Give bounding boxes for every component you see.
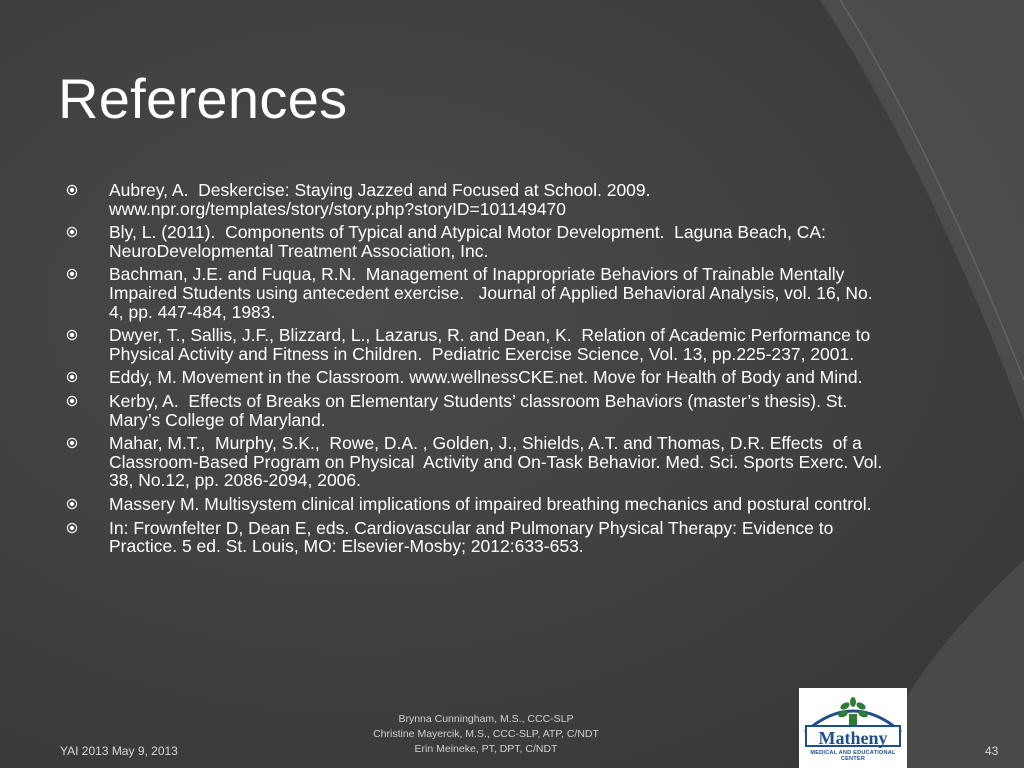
reference-text: Kerby, A. Effects of Breaks on Elementary Students’ classroom Behaviors (master’s thesis). St. Mary’s College of Maryland. <box>109 390 853 430</box>
matheny-logo <box>799 688 907 768</box>
circle-bullet-icon <box>66 498 78 510</box>
circle-bullet-icon <box>66 522 78 534</box>
circle-bullet-icon <box>66 184 78 196</box>
author-line: Erin Meineke, PT, DPT, C/NDT <box>414 743 558 755</box>
reference-text: Bly, L. (2011). Components of Typical and Atypical Motor Development. Laguna Beach, CA: NeuroDevelopmental Treatment Association, Inc. <box>109 222 831 261</box>
reference-text: Aubrey, A. Deskercise: Staying Jazzed and Focused at School. 2009. www.npr.org/templates/story/story.php?storyID=101149470 <box>109 180 656 219</box>
reference-item <box>66 434 886 490</box>
reference-item <box>66 223 886 260</box>
reference-item <box>66 326 886 363</box>
circle-bullet-icon <box>66 226 78 238</box>
reference-text: Dwyer, T., Sallis, J.F., Blizzard, L., Lazarus, R. and Dean, K. Relation of Academic Performance to Physical Activity and Fitness in Children. Pediatric Exercise Science, Vol. 13, pp.225-237, 2001. <box>109 325 876 364</box>
page-number: 43 <box>985 744 999 758</box>
author-line: Christine Mayercik, M.S., CCC-SLP, ATP, C/NDT <box>373 728 599 740</box>
circle-bullet-icon <box>66 437 78 449</box>
reference-item <box>66 519 886 556</box>
slide-title: References <box>58 67 348 130</box>
reference-item <box>66 392 886 429</box>
circle-bullet-icon <box>66 371 78 383</box>
references-list <box>66 181 886 561</box>
reference-text: Mahar, M.T., Murphy, S.K., Rowe, D.A. , Golden, J., Shields, A.T. and Thomas, D.R. Effects of a Classroom-Based Program on Physical Activity and On-Task Behavior. Med. Sci. Sports Exerc. Vol. 38, No.12, pp. 2086-2094, 2006. <box>109 433 888 491</box>
circle-bullet-icon <box>66 329 78 341</box>
footer-authors <box>340 712 632 757</box>
reference-item <box>66 368 886 387</box>
circle-bullet-icon <box>66 395 78 407</box>
footer-date: YAI 2013 May 9, 2013 <box>60 744 178 758</box>
reference-item <box>66 495 886 514</box>
reference-item <box>66 265 886 321</box>
reference-text: Massery M. Multisystem clinical implications of impaired breathing mechanics and postural control. <box>109 493 872 514</box>
author-line: Brynna Cunningham, M.S., CCC-SLP <box>398 713 574 725</box>
logo-name: Matheny <box>805 725 901 747</box>
reference-text: Bachman, J.E. and Fuqua, R.N. Management of Inappropriate Behaviors of Trainable Mentally Impaired Students using antecedent exercise. Journal of Applied Behavioral Analysis, vol. 16, No. 4, pp. 447-484, 1983. <box>109 264 878 322</box>
reference-text: In: Frownfelter D, Dean E, eds. Cardiovascular and Pulmonary Physical Therapy: Evidence to Practice. 5 ed. St. Louis, MO: Elsevier-Mosby; 2012:633-653. <box>109 517 839 557</box>
reference-text: Eddy, M. Movement in the Classroom. www.wellnessCKE.net. Move for Health of Body and Mind. <box>109 367 863 388</box>
logo-tagline: MEDICAL AND EDUCATIONAL CENTER <box>810 750 896 762</box>
circle-bullet-icon <box>66 268 78 280</box>
reference-item <box>66 181 886 218</box>
